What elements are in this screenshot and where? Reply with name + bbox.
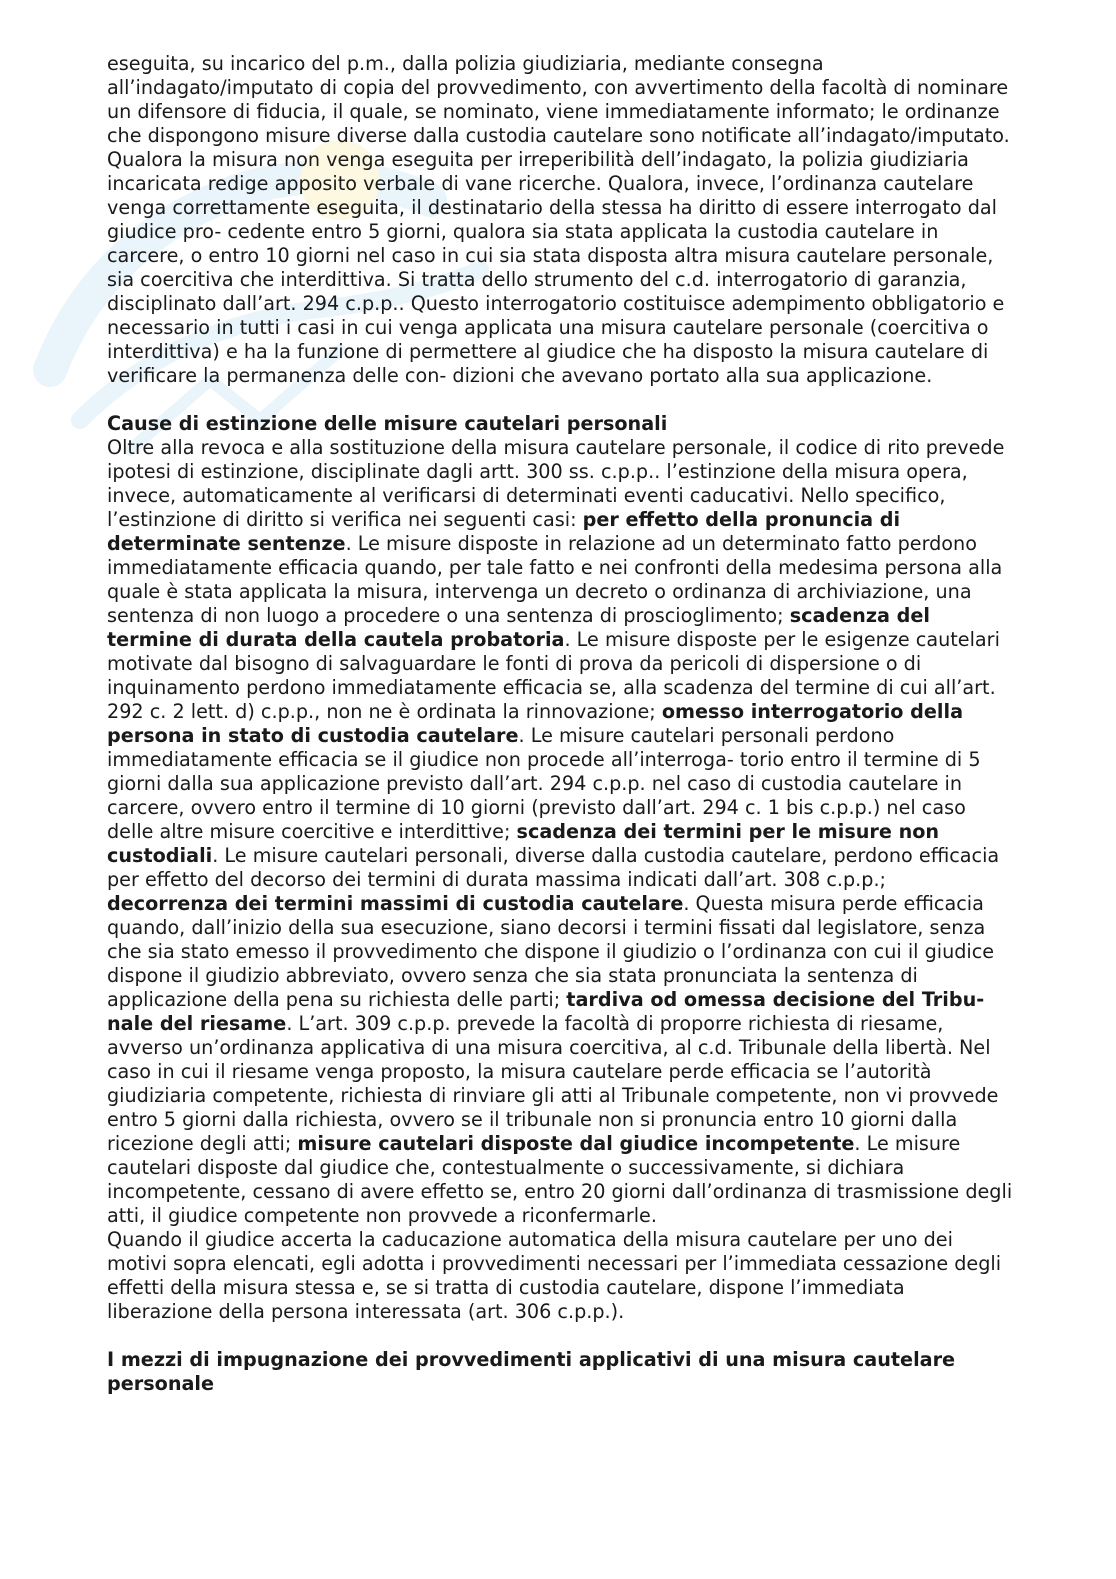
text-run: . Le misure disposte per le esigenze cautelari motivate dal bisogno di salvaguardare le fonti di prova da pericoli di dispersione o di inquinamento perdono immediatamente efficacia se, alla scadenza del termine di cui all’art. 292 c. 2 lett. d) c.p.p., non ne è ordinata la rinnovazione; — [107, 628, 1000, 723]
text-run: . Le misure cautelari personali, diverse dalla custodia cautelare, perdono efficacia per effetto del decorso dei termini di durata massima indicati dall’art. 308 c.p.p.; — [107, 844, 1000, 891]
bold-term: decorrenza dei termini massimi di custodia cautelare — [107, 892, 684, 915]
paragraph-intro: eseguita, su incarico del p.m., dalla polizia giudiziaria, mediante consegna all’indagato/imputato di copia del provvedimento, con avvertimento della facoltà di nominare un difensore di fiducia, il quale, se nominato, viene immediatamente informato; le ordinanze che dispongono misure diverse dalla custodia cautelare sono notificate all’indagato/imputato. — [107, 52, 1010, 147]
bold-term: misure cautelari disposte dal giudice incompetente — [297, 1132, 855, 1155]
text-run: Oltre alla revoca e alla sostituzione della misura cautelare personale, il codice di rito prevede ipotesi di estinzione, disciplinate dagli artt. 300 ss. c.p.p.. l’estinzione della misura opera, invece, automaticamente al verificarsi di determinati eventi caducativi. Nello specifico, l’estinzione di diritto si verifica nei seguenti casi: — [107, 436, 1005, 531]
paragraph-interrogatorio: Qualora la misura non venga eseguita per irreperibilità dell’indagato, la polizia giudiziaria incaricata redige apposito verbale di vane ricerche. Qualora, invece, l’ordinanza cautelare venga correttamente eseguita, il destinatario della stessa ha diritto di essere interrogato dal giudice pro- cedente entro 5 giorni, qualora sia stata applicata la custodia cautelare in carcere, o entro 10 giorni nel caso in cui sia stata disposta altra misura cautelare personale, sia coercitiva che interdittiva. Si tratta dello strumento del c.d. interrogatorio di garanzia, disciplinato dall’art. 294 c.p.p.. Questo interrogatorio costituisce adempimento obbligatorio e necessario in tutti i casi in cui venga applicata una misura cautelare personale (coercitiva o interdittiva) e ha la funzione di permettere al giudice che ha disposto la misura cautelare di verificare la permanenza delle con- dizioni che avevano portato alla sua applicazione. — [107, 148, 1005, 387]
paragraph-gap — [107, 388, 1013, 412]
bold-term: scadenza dei termini per le misure non custodiali — [107, 820, 940, 867]
bold-term: tardiva od omessa decisione del Tribu- nale del riesame — [107, 988, 985, 1035]
text-run: . L’art. 309 c.p.p. prevede la facoltà di proporre richiesta di riesame, avverso un’ordinanza applicativa di una misura coercitiva, al c.d. Tribunale della libertà. Nel caso in cui il riesame venga proposto, la misura cautelare perde efficacia se l’autorità giudiziaria competente, richiesta di rinviare gli atti al Tribunale competente, non vi provvede entro 5 giorni dalla richiesta, ovvero se il tribunale non si pronuncia entro 10 giorni dalla ricezione degli atti; — [107, 1012, 999, 1155]
text-run: . Questa misura perde efficacia quando, dall’inizio della sua esecuzione, siano decorsi i termini fissati dal legislatore, senza che sia stato emesso il provvedimento che dispone il giudizio o l’ordinanza con cui il giudice dispone il giudizio abbreviato, ovvero senza che sia stata pronunciata la sentenza di applicazione della pena su richiesta delle parti; — [107, 892, 995, 1011]
text-run: . Le misure cautelari disposte dal giudice che, contestualmente o successivamente, si dichiara incompetente, cessano di avere effetto se, entro 20 giorni dall’ordinanza di trasmissione degli atti, il giudice competente non provvede a riconfermarle. — [107, 1132, 1013, 1227]
bold-term: per effetto della pronuncia di determinate sentenze — [107, 508, 901, 555]
paragraph-gap — [107, 1324, 1013, 1348]
text-run: . Le misure cautelari personali perdono immediatamente efficacia se il giudice non procede all’interroga- torio entro il termine di 5 giorni dalla sua applicazione previsto dall’art. 294 c.p.p. nel caso di custodia cautelare in carcere, ovvero entro il termine di 10 giorni (previsto dall’art. 294 c. 1 bis c.p.p.) nel caso delle altre misure coercitive e interdittive; — [107, 724, 981, 843]
paragraph-estinzione — [107, 436, 1013, 1228]
paragraph-caducazione: Quando il giudice accerta la caducazione automatica della misura cautelare per uno dei motivi sopra elencati, egli adotta i provvedimenti necessari per l’immediata cessazione degli effetti della misura stessa e, se si tratta di custodia cautelare, dispone l’immediata liberazione della persona interessata (art. 306 c.p.p.). — [107, 1228, 1002, 1323]
section-heading-impugnazione: I mezzi di impugnazione dei provvedimenti applicativi di una misura cautelare personale — [107, 1348, 956, 1395]
bold-term: scadenza del termine di durata della cautela probatoria — [107, 604, 930, 651]
document-body — [107, 52, 1013, 1396]
section-heading-estinzione: Cause di estinzione delle misure cautelari personali — [107, 412, 668, 435]
bold-term: omesso interrogatorio della persona in stato di custodia cautelare — [107, 700, 964, 747]
text-run: . Le misure disposte in relazione ad un determinato fatto perdono immediatamente efficacia quando, per tale fatto e nei confronti della medesima persona alla quale è stata applicata la misura, intervenga un decreto o ordinanza di archiviazione, una sentenza di non luogo a procedere o una sentenza di proscioglimento; — [107, 532, 1003, 627]
